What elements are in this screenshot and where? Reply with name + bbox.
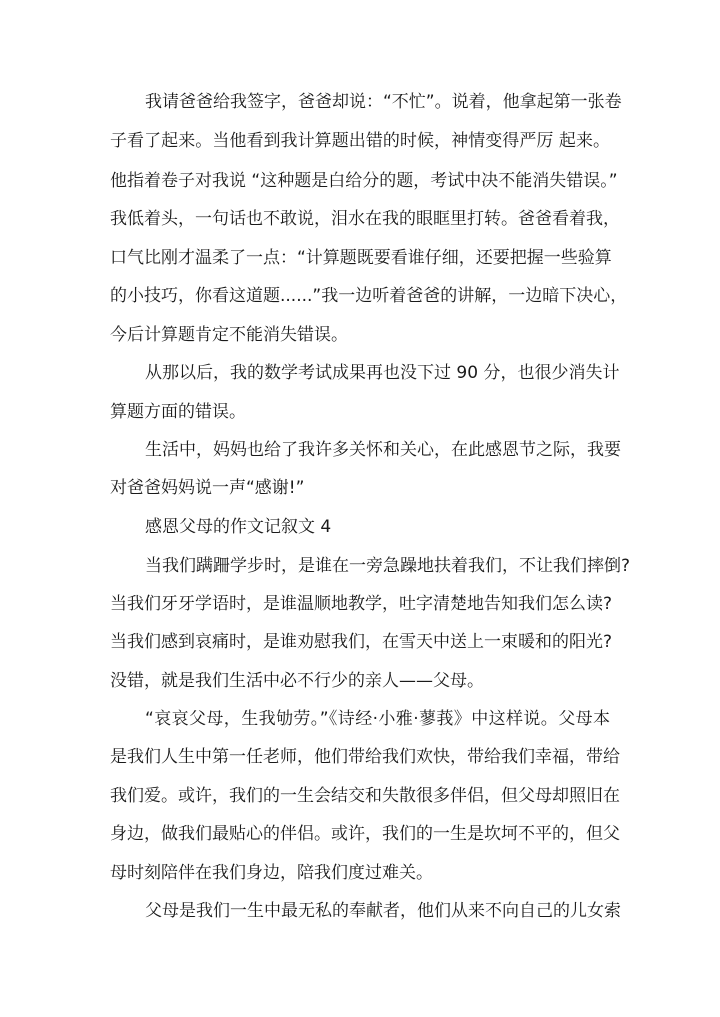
paragraph-line: 身边，做我们最贴心的伴侣。或许，我们的一生是坎坷不平的，但父	[110, 824, 620, 844]
paragraph-line: 我们爱。或许，我们的一生会结交和失散很多伴侣，但父母却照旧在	[110, 786, 620, 806]
paragraph-line: 他指着卷子对我说 “这种题是白给分的题，考试中决不能消失错误。”	[110, 171, 618, 191]
section-heading: 感恩父母的作文记叙文 4	[145, 517, 332, 537]
paragraph-line: 生活中，妈妈也给了我许多关怀和关心，在此感恩节之际，我要	[145, 440, 621, 460]
paragraph-line: 是我们人生中第一任老师，他们带给我们欢快，带给我们幸福，带给	[110, 747, 620, 767]
paragraph-line: 当我们牙牙学语时，是谁温顺地教学，吐字清楚地告知我们怎么读?	[110, 594, 613, 614]
paragraph-line: 父母是我们一生中最无私的奉献者，他们从来不向自己的儿女索	[145, 901, 621, 921]
paragraph-line: 我低着头，一句话也不敢说，泪水在我的眼眶里打转。爸爸看着我，	[110, 209, 620, 229]
paragraph-line: 口气比刚才温柔了一点：“计算题既要看谁仔细，还要把握一些验算	[110, 248, 612, 268]
paragraph-line: 今后计算题肯定不能消失错误。	[110, 325, 348, 345]
paragraph-line: 当我们蹒跚学步时，是谁在一旁急躁地扶着我们，不让我们摔倒?	[145, 556, 631, 576]
paragraph-line: 没错，就是我们生活中必不行少的亲人——父母。	[110, 671, 484, 691]
paragraph-line: 算题方面的错误。	[110, 402, 246, 422]
paragraph-line: 我请爸爸给我签字，爸爸却说：“不忙”。说着，他拿起第一张卷	[145, 92, 622, 112]
paragraph-line: 子看了起来。当他看到我计算题出错的时候，神情变得严厉 起来。	[110, 131, 610, 151]
paragraph-line: “哀哀父母，生我劬劳。”《诗经·小雅·蓼莪》中这样说。父母本	[145, 709, 610, 729]
paragraph-line: 的小技巧，你看这道题......”我一边听着爸爸的讲解，一边暗下决心，	[110, 286, 628, 306]
paragraph-line: 母时刻陪伴在我们身边，陪我们度过难关。	[110, 863, 433, 883]
paragraph-line: 从那以后，我的数学考试成果再也没下过 90 分，也很少消失计	[145, 363, 620, 383]
paragraph-line: 对爸爸妈妈说一声“感谢!”	[110, 478, 305, 498]
paragraph-line: 当我们感到哀痛时，是谁劝慰我们，在雪天中送上一束暖和的阳光?	[110, 632, 613, 652]
